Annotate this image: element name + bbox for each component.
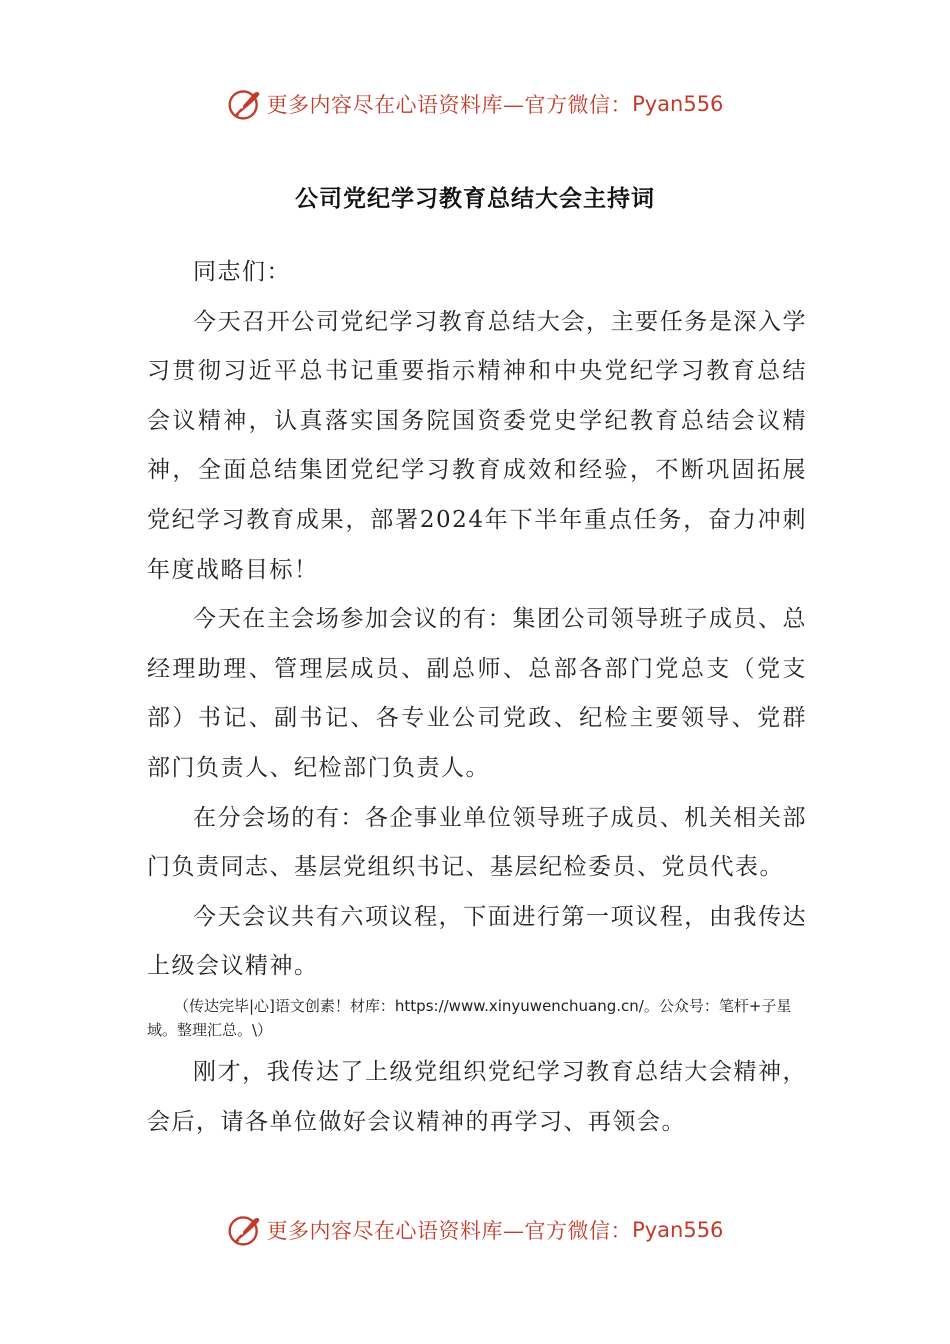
- source-note: （传达完毕|心]语文创素！材库：https://www.xinyuwenchuang.cn/。公众号：笔杆+子星域。整理汇总。\）: [147, 996, 792, 1039]
- banner-text: 更多内容尽在心语资料库—官方微信：: [266, 1219, 633, 1243]
- banner-wechat-id: Pyan556: [632, 92, 724, 116]
- quill-pen-circle-icon: [227, 86, 263, 122]
- footer-banner: [0, 1208, 950, 1252]
- paragraph-main-venue-attendees: 今天在主会场参加会议的有：集团公司领导班子成员、总经理助理、管理层成员、副总师、总部各部门党总支（党支部）书记、副书记、各专业公司党政、纪检主要领导、党群部门负责人、纪检部门负责人。: [147, 606, 807, 781]
- paragraph-agenda: 今天会议共有六项议程，下面进行第一项议程，由我传达上级会议精神。: [147, 903, 807, 980]
- paragraph-meeting-purpose: 今天召开公司党纪学习教育总结大会，主要任务是深入学习贯彻习近平总书记重要指示精神和中央党纪学习教育总结会议精神，认真落实国务院国资委党史学纪教育总结会议精神，全面总结集团党纪学习教育成效和经验，不断巩固拓展党纪学习教育成果，部署2024年下半年重点任务，奋力冲刺年度战略目标！: [147, 308, 807, 583]
- paragraph-salutation: 同志们：: [193, 259, 291, 285]
- paragraph-closing: 刚才，我传达了上级党组织党纪学习教育总结大会精神，会后，请各单位做好会议精神的再学习、再领会。: [147, 1058, 807, 1135]
- paragraph-branch-venue-attendees: 在分会场的有：各企事业单位领导班子成员、机关相关部门负责同志、基层党组织书记、基层纪检委员、党员代表。: [147, 804, 807, 881]
- document-title: 公司党纪学习教育总结大会主持词: [295, 186, 655, 212]
- quill-pen-circle-icon: [227, 1212, 263, 1248]
- header-banner: [0, 82, 950, 126]
- banner-wechat-id: Pyan556: [632, 1218, 724, 1242]
- banner-text: 更多内容尽在心语资料库—官方微信：: [266, 93, 633, 117]
- document-body: [147, 248, 807, 1147]
